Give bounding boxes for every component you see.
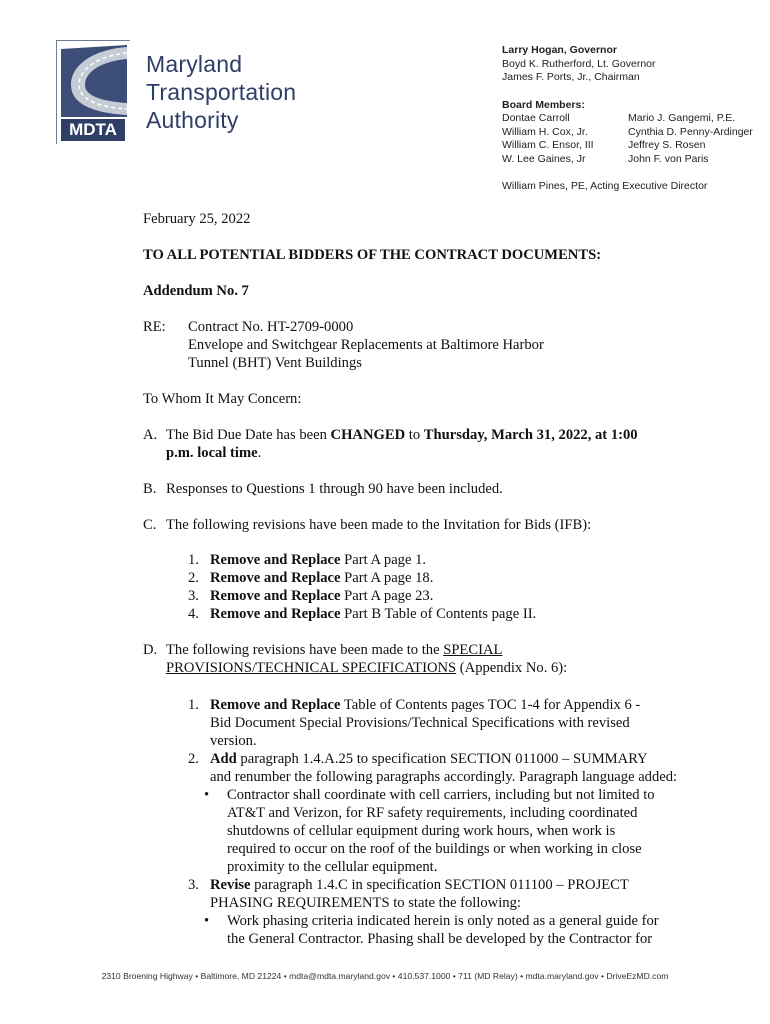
list-action: Remove and Replace [210, 570, 341, 586]
item-d-underlined: PROVISIONS/TECHNICAL SPECIFICATIONS [166, 660, 457, 676]
list-action: Remove and Replace [210, 588, 341, 604]
list-number: 3. [188, 588, 199, 604]
item-a-date: Thursday, March 31, 2022, at 1:00 [423, 427, 638, 443]
board-member: W. Lee Gaines, Jr [502, 152, 586, 165]
item-a-period: . [257, 445, 262, 461]
list-text: and renumber the following paragraphs accordingly. Paragraph language added: [210, 769, 678, 785]
item-b-letter: B. [143, 481, 157, 497]
board-members-left [502, 112, 594, 166]
list-action: Add [210, 751, 237, 767]
list-number: 2. [188, 570, 199, 586]
item-d-underlined: SPECIAL [443, 642, 503, 658]
list-item [188, 569, 433, 587]
re-line: Envelope and Switchgear Replacements at Baltimore Harbor [188, 337, 544, 353]
board-member: Mario J. Gangemi, P.E. [628, 112, 736, 124]
list-text: paragraph 1.4.C in specification SECTION 011100 – PROJECT [250, 877, 629, 893]
executive-director: William Pines, PE, Acting Executive Director [502, 180, 708, 192]
bullet-text: proximity to the cellular equipment. [227, 859, 438, 875]
list-text: Bid Document Special Provisions/Technical Specifications with revised [210, 715, 630, 731]
bullet-text: the General Contractor. Phasing shall be developed by the Contractor for [227, 931, 653, 947]
list-action: Remove and Replace [210, 606, 341, 622]
logo-emblem [56, 40, 130, 144]
logo-name-line: Maryland [146, 51, 243, 77]
list-item [188, 587, 433, 605]
item-a-time: p.m. local time [166, 445, 258, 461]
logo-name [146, 50, 296, 134]
item-d-text: The following revisions have been made to the [166, 642, 444, 658]
letter-recipient: TO ALL POTENTIAL BIDDERS OF THE CONTRACT DOCUMENTS: [143, 247, 602, 263]
board-members-right [628, 112, 753, 166]
letter-date: February 25, 2022 [143, 211, 251, 227]
salutation: To Whom It May Concern: [143, 391, 302, 407]
list-action: Remove and Replace [210, 697, 341, 713]
re-label: RE: [143, 319, 166, 335]
bullet-text: Contractor shall coordinate with cell carriers, including but not limited to [227, 787, 655, 803]
logo-abbrev: MDTA [61, 119, 125, 141]
item-a-text: The Bid Due Date has been [166, 427, 331, 443]
item-d-line [166, 659, 567, 677]
board-member: Dontae Carroll [502, 112, 570, 124]
list-action: Revise [210, 877, 251, 893]
addendum-number: Addendum No. 7 [143, 283, 249, 299]
list-text: Table of Contents pages TOC 1-4 for Appendix 6 - [340, 697, 641, 713]
bullet-text: Work phasing criteria indicated herein is only noted as a general guide for [227, 913, 659, 929]
list-item-line [210, 696, 640, 714]
board-member: Cynthia D. Penny-Ardinger [628, 125, 753, 138]
list-number: 2. [188, 751, 199, 767]
board-member: William C. Ensor, III [502, 139, 594, 151]
bullet-text: AT&T and Verizon, for RF safety requirements, including coordinated [227, 805, 638, 821]
mdta-logo [56, 40, 306, 150]
lt-governor: Boyd K. Rutherford, Lt. Governor [502, 57, 656, 70]
bullet-text: shutdowns of cellular equipment during work hours, when work is [227, 823, 616, 839]
board-member: Jeffrey S. Rosen [628, 139, 706, 151]
item-a-changed: CHANGED [330, 427, 406, 443]
bullet-icon: • [204, 913, 210, 929]
list-text: Part A page 18. [340, 570, 434, 586]
re-line: Tunnel (BHT) Vent Buildings [188, 355, 362, 371]
board-member: John F. von Paris [628, 152, 709, 165]
chairman: James F. Ports, Jr., Chairman [502, 71, 640, 83]
list-action: Remove and Replace [210, 552, 341, 568]
item-a-line [166, 444, 261, 462]
logo-name-line: Transportation [146, 79, 297, 105]
item-b-text: Responses to Questions 1 through 90 have been included. [166, 481, 503, 497]
governor: Larry Hogan, Governor [502, 44, 617, 56]
board-label: Board Members: [502, 99, 585, 111]
list-number: 1. [188, 552, 199, 568]
page-footer: 2310 Broening Highway • Baltimore, MD 21224 • mdta@mdta.maryland.gov • 410.537.1000 • 711 (MD Relay) • mdta.maryland.gov • DriveEzMD.com [101, 971, 669, 981]
list-item-line [210, 876, 629, 894]
item-a-to: to [405, 427, 424, 443]
list-text: version. [210, 733, 257, 749]
list-text: Part B Table of Contents page II. [340, 606, 537, 622]
officials-block [502, 44, 656, 85]
list-number: 1. [188, 697, 199, 713]
list-text: PHASING REQUIREMENTS to state the following: [210, 895, 521, 911]
list-text: Part A page 1. [340, 552, 427, 568]
list-number: 4. [188, 606, 199, 622]
list-item [188, 551, 426, 569]
item-d-letter: D. [143, 642, 158, 658]
item-c-text: The following revisions have been made to the Invitation for Bids (IFB): [166, 517, 592, 533]
list-number: 3. [188, 877, 199, 893]
list-text: Part A page 23. [340, 588, 434, 604]
logo-name-line: Authority [146, 107, 239, 133]
list-text: paragraph 1.4.A.25 to specification SECTION 011000 – SUMMARY [236, 751, 648, 767]
re-line: Contract No. HT-2709-0000 [188, 319, 354, 335]
list-item-line [210, 750, 648, 768]
bullet-text: required to occur on the roof of the buildings or when working in close [227, 841, 642, 857]
board-member: William H. Cox, Jr. [502, 125, 588, 138]
item-c-letter: C. [143, 517, 157, 533]
item-d-text: (Appendix No. 6): [456, 660, 568, 676]
list-item [188, 605, 536, 623]
item-a-line [166, 426, 638, 444]
bullet-icon: • [204, 787, 210, 803]
item-a-letter: A. [143, 427, 158, 443]
item-d-line [166, 641, 502, 659]
